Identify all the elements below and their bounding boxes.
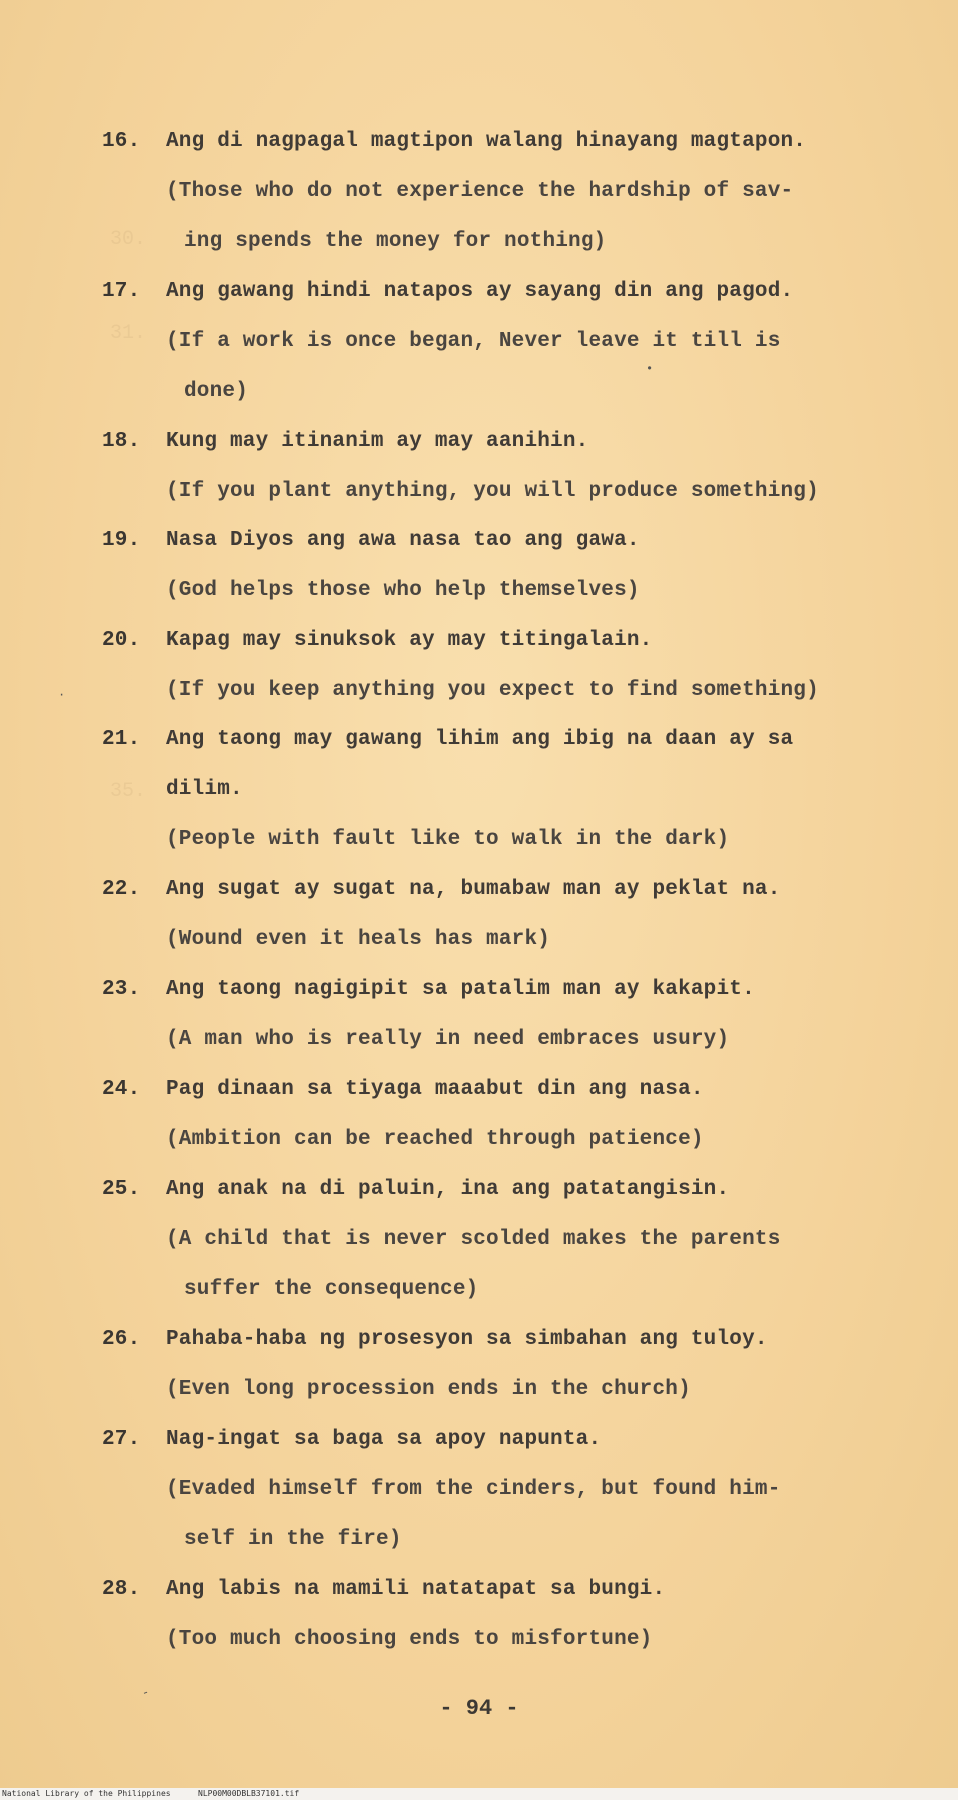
proverb-tagalog: Nasa Diyos ang awa nasa tao ang gawa. xyxy=(166,529,640,552)
stray-dot: • xyxy=(646,362,654,376)
proverb-number: 24. xyxy=(102,1078,141,1101)
proverb-tagalog: Kung may itinanim ay may aanihin. xyxy=(166,430,589,453)
proverb-tagalog: Ang gawang hindi natapos ay sayang din ang pagod. xyxy=(166,280,794,303)
proverb-number: 17. xyxy=(102,280,141,303)
stray-mark: - xyxy=(139,1685,152,1701)
proverb-tagalog: Kapag may sinuksok ay may titingalain. xyxy=(166,629,653,652)
proverb-tagalog: Ang taong nagigipit sa patalim man ay kakapit. xyxy=(166,978,755,1001)
proverb-translation: (A child that is never scolded makes the parents xyxy=(166,1228,781,1251)
proverb-translation: self in the fire) xyxy=(184,1528,402,1551)
proverb-translation: (People with fault like to walk in the dark) xyxy=(166,828,730,851)
bleed-through: 35. xyxy=(110,780,147,803)
proverb-translation: (God helps those who help themselves) xyxy=(166,579,640,602)
proverb-number: 27. xyxy=(102,1428,141,1451)
proverb-tagalog: Ang labis na mamili natatapat sa bungi. xyxy=(166,1578,666,1601)
proverb-translation: suffer the consequence) xyxy=(184,1278,479,1301)
stray-dot: · xyxy=(58,688,66,702)
proverb-tagalog: Nag-ingat sa baga sa apoy napunta. xyxy=(166,1428,602,1451)
proverb-translation: (Even long procession ends in the church) xyxy=(166,1378,691,1401)
proverb-tagalog: Ang di nagpagal magtipon walang hinayang magtapon. xyxy=(166,130,807,153)
proverb-tagalog: Ang taong may gawang lihim ang ibig na daan ay sa xyxy=(166,728,794,751)
proverb-translation: (Ambition can be reached through patience) xyxy=(166,1128,704,1151)
proverb-number: 16. xyxy=(102,130,141,153)
proverb-translation: (If you keep anything you expect to find something) xyxy=(166,679,819,702)
proverb-translation: (If a work is once began, Never leave it till is xyxy=(166,330,781,353)
proverb-number: 25. xyxy=(102,1178,141,1201)
bleed-through: 30. xyxy=(110,228,147,251)
proverb-tagalog: Ang anak na di paluin, ina ang patatangisin. xyxy=(166,1178,730,1201)
proverb-number: 21. xyxy=(102,728,141,751)
proverb-translation: done) xyxy=(184,380,249,403)
proverb-translation: (Too much choosing ends to misfortune) xyxy=(166,1628,653,1651)
page-number: - 94 - xyxy=(439,1696,519,1721)
proverb-number: 23. xyxy=(102,978,141,1001)
footer-file-id: NLP00M00DBLB37101.tif xyxy=(198,1789,300,1798)
footer-library: National Library of the Philippines xyxy=(2,1789,171,1798)
proverb-tagalog: Ang sugat ay sugat na, bumabaw man ay peklat na. xyxy=(166,878,781,901)
proverb-translation: (Wound even it heals has mark) xyxy=(166,928,551,951)
proverb-translation: (If you plant anything, you will produce something) xyxy=(166,480,819,503)
proverb-translation: ing spends the money for nothing) xyxy=(184,230,607,253)
proverb-number: 28. xyxy=(102,1578,141,1601)
proverb-tagalog: Pag dinaan sa tiyaga maaabut din ang nasa. xyxy=(166,1078,704,1101)
proverb-tagalog: dilim. xyxy=(166,778,243,801)
proverb-number: 19. xyxy=(102,529,141,552)
proverb-number: 18. xyxy=(102,430,141,453)
proverb-translation: (Evaded himself from the cinders, but found him- xyxy=(166,1478,781,1501)
proverb-tagalog: Pahaba-haba ng prosesyon sa simbahan ang tuloy. xyxy=(166,1328,768,1351)
proverb-translation: (A man who is really in need embraces usury) xyxy=(166,1028,730,1051)
proverb-number: 22. xyxy=(102,878,141,901)
proverb-number: 26. xyxy=(102,1328,141,1351)
proverb-translation: (Those who do not experience the hardship of sav- xyxy=(166,180,794,203)
proverb-number: 20. xyxy=(102,629,141,652)
bleed-through: 31. xyxy=(110,322,147,345)
scan-footer xyxy=(0,1788,958,1800)
